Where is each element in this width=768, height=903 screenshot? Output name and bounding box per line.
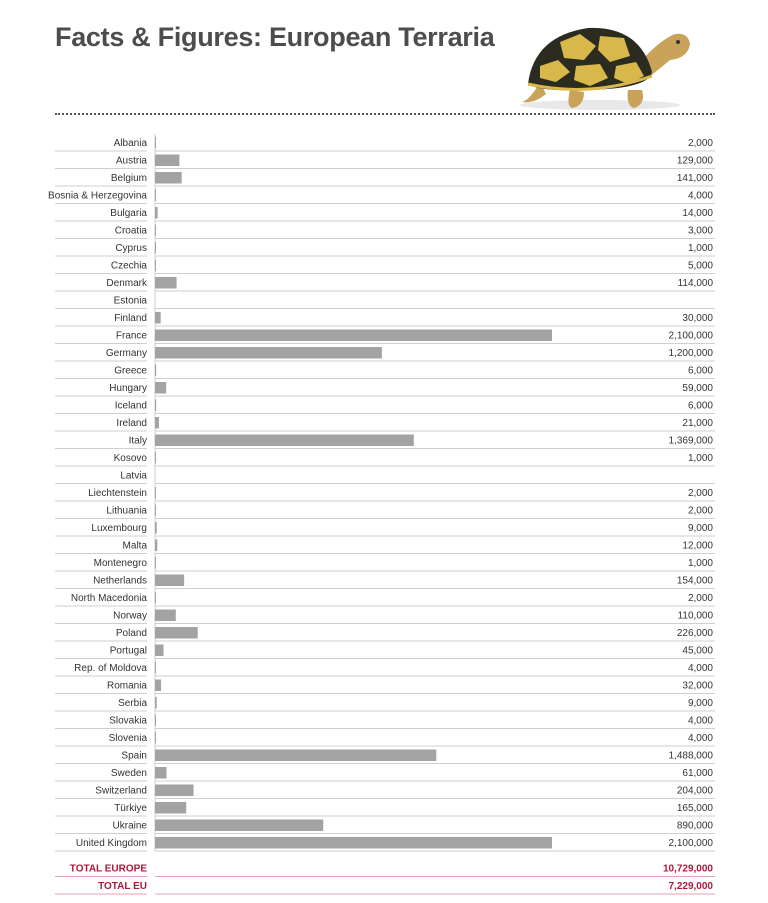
category-label: Ukraine xyxy=(112,820,147,832)
bar xyxy=(155,627,198,639)
bar xyxy=(155,435,414,447)
bar xyxy=(155,190,156,202)
bar xyxy=(155,680,161,692)
value-label: 4,000 xyxy=(687,733,713,744)
value-label: 1,488,000 xyxy=(668,750,713,762)
category-label: Croatia xyxy=(114,225,147,237)
bar xyxy=(155,610,176,622)
bar xyxy=(155,820,323,832)
total-value: 7,229,000 xyxy=(668,881,713,892)
category-label: Estonia xyxy=(113,295,147,307)
bar xyxy=(155,575,184,587)
category-label: Bosnia & Herzegovina xyxy=(48,190,147,202)
category-label: Montenegro xyxy=(93,558,147,569)
value-label: 141,000 xyxy=(676,173,713,184)
bar xyxy=(155,400,156,412)
bar xyxy=(155,785,194,797)
category-label: Hungary xyxy=(109,383,147,394)
bar xyxy=(155,487,156,499)
value-label: 2,000 xyxy=(687,488,713,499)
value-label: 1,200,000 xyxy=(668,348,713,359)
category-label: Romania xyxy=(106,680,147,692)
value-label: 110,000 xyxy=(677,610,713,622)
bar xyxy=(155,382,166,394)
value-label: 4,000 xyxy=(687,190,713,202)
category-label: Italy xyxy=(128,435,147,447)
value-label: 14,000 xyxy=(682,208,713,219)
category-label: Denmark xyxy=(106,278,147,289)
category-label: Switzerland xyxy=(95,785,147,797)
bar xyxy=(155,557,156,569)
bar xyxy=(155,260,156,272)
value-label: 1,369,000 xyxy=(668,435,713,447)
value-label: 12,000 xyxy=(682,540,713,552)
bar xyxy=(155,592,156,604)
category-label: Kosovo xyxy=(113,453,147,464)
value-label: 114,000 xyxy=(677,278,713,289)
category-label: Portugal xyxy=(109,645,147,657)
value-label: 4,000 xyxy=(687,663,713,674)
bar xyxy=(155,750,436,762)
category-label: Ireland xyxy=(116,418,147,429)
bar xyxy=(155,540,157,552)
value-label: 226,000 xyxy=(676,628,713,639)
value-label: 45,000 xyxy=(682,645,713,657)
category-label: Netherlands xyxy=(93,575,147,587)
tortoise-icon xyxy=(500,12,700,112)
bar xyxy=(155,225,156,237)
bar xyxy=(155,732,156,744)
value-label: 2,100,000 xyxy=(668,330,713,342)
category-label: Latvia xyxy=(120,470,147,482)
category-label: France xyxy=(115,330,147,342)
category-label: Greece xyxy=(114,365,147,377)
bar xyxy=(155,697,157,709)
value-label: 2,000 xyxy=(687,505,713,517)
category-label: North Macedonia xyxy=(70,593,147,604)
bar xyxy=(155,662,156,674)
category-label: Belgium xyxy=(110,173,147,184)
page-title: Facts & Figures: European Terraria xyxy=(55,22,495,52)
category-label: Finland xyxy=(114,313,147,324)
value-label: 9,000 xyxy=(687,523,713,534)
category-label: Bulgaria xyxy=(110,208,147,219)
category-label: Germany xyxy=(105,348,147,359)
value-label: 154,000 xyxy=(676,575,713,587)
category-label: Luxembourg xyxy=(91,523,147,534)
total-value: 10,729,000 xyxy=(662,863,713,875)
category-label: Cyprus xyxy=(115,243,147,254)
value-label: 61,000 xyxy=(682,768,713,779)
value-label: 32,000 xyxy=(682,680,713,692)
value-label: 204,000 xyxy=(676,785,713,797)
bar xyxy=(155,715,156,727)
bar xyxy=(155,330,552,342)
bar xyxy=(155,645,164,657)
bar xyxy=(155,277,177,289)
value-label: 4,000 xyxy=(687,715,713,727)
category-label: Serbia xyxy=(118,698,147,709)
bar xyxy=(155,172,182,184)
category-label: Slovakia xyxy=(109,715,147,727)
category-label: Iceland xyxy=(114,400,147,412)
bar xyxy=(155,767,167,779)
category-label: Slovenia xyxy=(108,733,147,744)
category-label: Spain xyxy=(121,750,147,762)
category-label: Norway xyxy=(113,610,147,622)
value-label: 890,000 xyxy=(676,820,713,832)
bar xyxy=(155,365,156,377)
category-label: Lithuania xyxy=(106,505,147,517)
bar-chart xyxy=(0,134,768,903)
category-label: Austria xyxy=(115,155,147,167)
bar xyxy=(155,522,157,534)
category-label: Rep. of Moldova xyxy=(74,663,147,674)
bar xyxy=(155,837,552,849)
bar xyxy=(155,312,161,324)
value-label: 2,000 xyxy=(687,593,713,604)
value-label: 129,000 xyxy=(676,155,713,167)
category-label: Liechtenstein xyxy=(88,488,147,499)
value-label: 2,000 xyxy=(687,138,713,149)
bar xyxy=(155,505,156,517)
bar xyxy=(155,802,186,814)
value-label: 9,000 xyxy=(687,698,713,709)
category-label: Sweden xyxy=(110,768,147,779)
category-label: United Kingdom xyxy=(75,838,147,849)
category-label: Türkiye xyxy=(114,803,147,814)
bar xyxy=(155,242,156,254)
value-label: 59,000 xyxy=(682,383,713,394)
bar xyxy=(155,155,179,167)
value-label: 1,000 xyxy=(687,453,713,464)
dotted-divider xyxy=(55,113,715,115)
value-label: 2,100,000 xyxy=(668,838,713,849)
value-label: 6,000 xyxy=(687,365,713,377)
bar xyxy=(155,347,382,359)
value-label: 1,000 xyxy=(687,243,713,254)
value-label: 6,000 xyxy=(687,400,713,412)
category-label: Albania xyxy=(113,138,147,149)
category-label: Poland xyxy=(115,628,147,639)
value-label: 21,000 xyxy=(682,418,713,429)
value-label: 5,000 xyxy=(687,260,713,272)
bar xyxy=(155,137,156,149)
bar xyxy=(155,417,159,429)
value-label: 3,000 xyxy=(687,225,713,237)
bar xyxy=(155,207,158,219)
value-label: 30,000 xyxy=(682,313,713,324)
value-label: 1,000 xyxy=(687,558,713,569)
bar xyxy=(155,452,156,464)
total-label: TOTAL EUROPE xyxy=(69,863,147,875)
total-label: TOTAL EU xyxy=(98,881,147,892)
category-label: Czechia xyxy=(110,260,147,272)
category-label: Malta xyxy=(122,540,147,552)
value-label: 165,000 xyxy=(676,803,713,814)
